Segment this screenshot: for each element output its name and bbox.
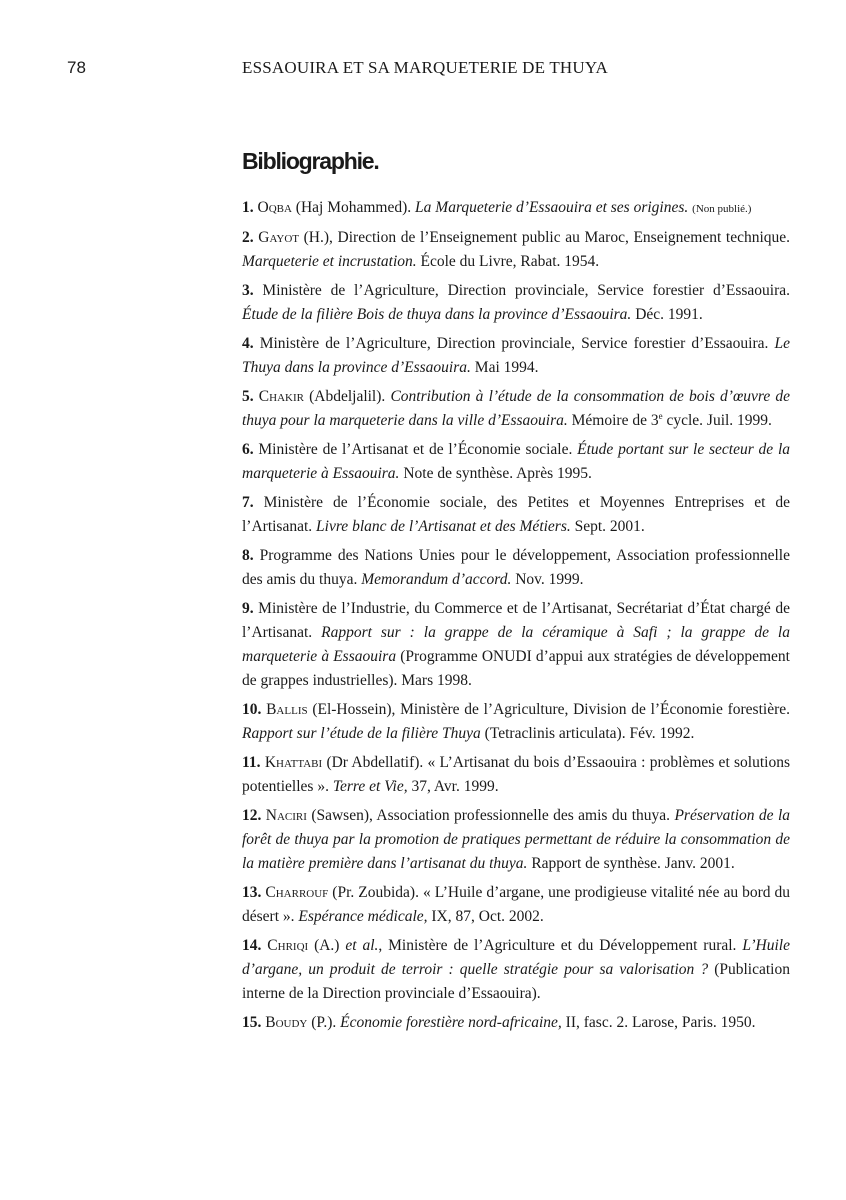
entry-tail: Note de synthèse. Après 1995. <box>399 465 592 482</box>
entry-author: Khattabi <box>264 754 323 771</box>
entry-tail: Nov. 1999. <box>511 571 584 588</box>
entry-number: 3. <box>242 282 254 299</box>
entry-author: Charrouf <box>265 884 329 901</box>
entry-tail: cycle. Juil. 1999. <box>662 412 772 429</box>
entry-text: Programme des Nations Unies pour le développement, Association professionnelle des amis du thuya. <box>242 547 790 588</box>
bib-entry-4 <box>242 332 790 380</box>
entry-title: Terre et Vie, <box>332 778 408 795</box>
entry-author: Chakir <box>258 388 304 405</box>
entry-text: Ministère de l’Agriculture, Direction provinciale, Service forestier d’Essaouira. <box>253 335 775 352</box>
entry-title: Espérance médicale, <box>298 908 428 925</box>
entry-tail: Rapport de synthèse. Janv. 2001. <box>527 855 735 872</box>
bib-entry-2 <box>242 226 790 274</box>
entry-title: Le Thuya dans la province d’Essaouira. <box>242 335 790 376</box>
bib-entry-12 <box>242 804 790 876</box>
entry-tail: École du Livre, Rabat. 1954. <box>416 253 600 270</box>
entry-number: 14. <box>242 937 262 954</box>
page-number: 78 <box>67 58 86 77</box>
running-head: ESSAOUIRA ET SA MARQUETERIE DE THUYA <box>242 58 608 77</box>
entry-title: Marqueterie et incrustation. <box>242 253 417 270</box>
entry-tail: (Programme ONUDI d’appui aux stratégies de développement de grappes industrielles). Mars 1998. <box>242 648 790 689</box>
entry-title: L’Huile d’argane, un produit de terroir : quelle stratégie pour sa valorisation ? <box>242 937 790 978</box>
entry-tail: Mai 1994. <box>470 359 539 376</box>
entry-author: Naciri <box>265 807 307 824</box>
entry-superscript: e <box>658 410 663 421</box>
entry-number: 15. <box>242 1014 262 1031</box>
bib-entry-3 <box>242 279 790 327</box>
entry-author: Gayot <box>258 229 300 246</box>
bib-entry-7 <box>242 491 790 539</box>
entry-number: 7. <box>242 494 254 511</box>
bibliography-list <box>242 196 790 1040</box>
bib-entry-8 <box>242 544 790 592</box>
bib-entry-9 <box>242 597 790 693</box>
entry-author: Oqba <box>257 199 292 216</box>
entry-text: (P.). <box>307 1014 341 1031</box>
entry-tail: 37, Avr. 1999. <box>407 778 499 795</box>
entry-number: 5. <box>242 388 254 405</box>
entry-number: 6. <box>242 441 254 458</box>
entry-title: Étude de la filière Bois de thuya dans la province d’Essaouira. <box>242 306 632 323</box>
bib-entry-1 <box>242 196 790 221</box>
bib-entry-15 <box>242 1011 790 1035</box>
entry-number: 11. <box>242 754 261 771</box>
entry-author: Chriqi <box>267 937 309 954</box>
entry-tail: II, fasc. 2. Larose, Paris. 1950. <box>561 1014 756 1031</box>
bib-entry-10 <box>242 698 790 746</box>
entry-number: 1. <box>242 199 254 216</box>
entry-text: (A.) <box>308 937 346 954</box>
entry-number: 8. <box>242 547 254 564</box>
entry-title: Memorandum d’accord. <box>361 571 512 588</box>
entry-text: Ministère de l’Industrie, du Commerce et de l’Artisanat, Secrétariat d’État chargé de l’Artisanat. <box>242 600 790 641</box>
entry-tail: (Tetraclinis articulata). Fév. 1992. <box>480 725 695 742</box>
entry-text: (Pr. Zoubida). « L’Huile d’argane, une prodigieuse vitalité née au bord du désert ». <box>242 884 790 925</box>
entry-tail: (Publication interne de la Direction provinciale d’Essaouira). <box>242 961 790 1002</box>
entry-text: (H.), Direction de l’Enseignement public au Maroc, Enseignement technique. <box>299 229 791 246</box>
entry-title: Contribution à l’étude de la consommation de bois d’œuvre de thuya pour la marqueterie dans la ville d’Essaouira. <box>242 388 791 429</box>
entry-tail: IX, 87, Oct. 2002. <box>427 908 544 925</box>
entry-tail: Mémoire de 3 <box>567 412 659 429</box>
entry-author: Boudy <box>265 1014 308 1031</box>
entry-text: Ministère de l’Artisanat et de l’Économie sociale. <box>253 441 578 458</box>
entry-text: Ministère de l’Économie sociale, des Petites et Moyennes Entreprises et de l’Artisanat. <box>242 494 790 535</box>
entry-tail: Sept. 2001. <box>570 518 645 535</box>
entry-title: Économie forestière nord-africaine, <box>340 1014 562 1031</box>
entry-note: (Non publié.) <box>692 203 752 215</box>
entry-number: 12. <box>242 807 262 824</box>
entry-text: (El-Hossein), Ministère de l’Agriculture, Division de l’Économie forestière. <box>307 701 790 718</box>
entry-tail: Déc. 1991. <box>631 306 703 323</box>
entry-number: 9. <box>242 600 254 617</box>
entry-text: (Sawsen), Association professionnelle des amis du thuya. <box>306 807 675 824</box>
entry-text: (Dr Abdellatif). « L’Artisanat du bois d’Essaouira : problèmes et solutions potentielles ». <box>242 754 790 795</box>
entry-author: Ballis <box>266 701 308 718</box>
entry-title: Livre blanc de l’Artisanat et des Métiers. <box>316 518 571 535</box>
bib-entry-13 <box>242 881 790 929</box>
entry-title: Rapport sur : la grappe de la céramique à Safi ; la grappe de la marqueterie à Essaouira <box>242 624 790 665</box>
entry-etal: et al. <box>345 937 379 954</box>
entry-title: Préservation de la forêt de thuya par la promotion de pratiques permettant de réduire la consommation de la matière première dans l’artisanat du thuya. <box>242 807 791 872</box>
entry-number: 13. <box>242 884 262 901</box>
entry-text: (Haj Mohammed). <box>291 199 416 216</box>
bib-entry-11 <box>242 751 790 799</box>
entry-number: 2. <box>242 229 254 246</box>
entry-text: Ministère de l’Agriculture, Direction provinciale, Service forestier d’Essaouira. <box>253 282 790 299</box>
section-title: Bibliographie. <box>242 148 379 174</box>
entry-text: (Abdeljalil). <box>303 388 391 405</box>
entry-title: La Marqueterie d’Essaouira et ses origines. <box>415 199 689 216</box>
entry-title: Étude portant sur le secteur de la marqueterie à Essaouira. <box>242 441 790 482</box>
entry-number: 4. <box>242 335 254 352</box>
bib-entry-5 <box>242 385 790 433</box>
bib-entry-14 <box>242 934 790 1006</box>
entry-number: 10. <box>242 701 262 718</box>
entry-title: Rapport sur l’étude de la filière Thuya <box>242 725 481 742</box>
entry-text: , Ministère de l’Agriculture et du Développement rural. <box>378 937 743 954</box>
bib-entry-6 <box>242 438 790 486</box>
